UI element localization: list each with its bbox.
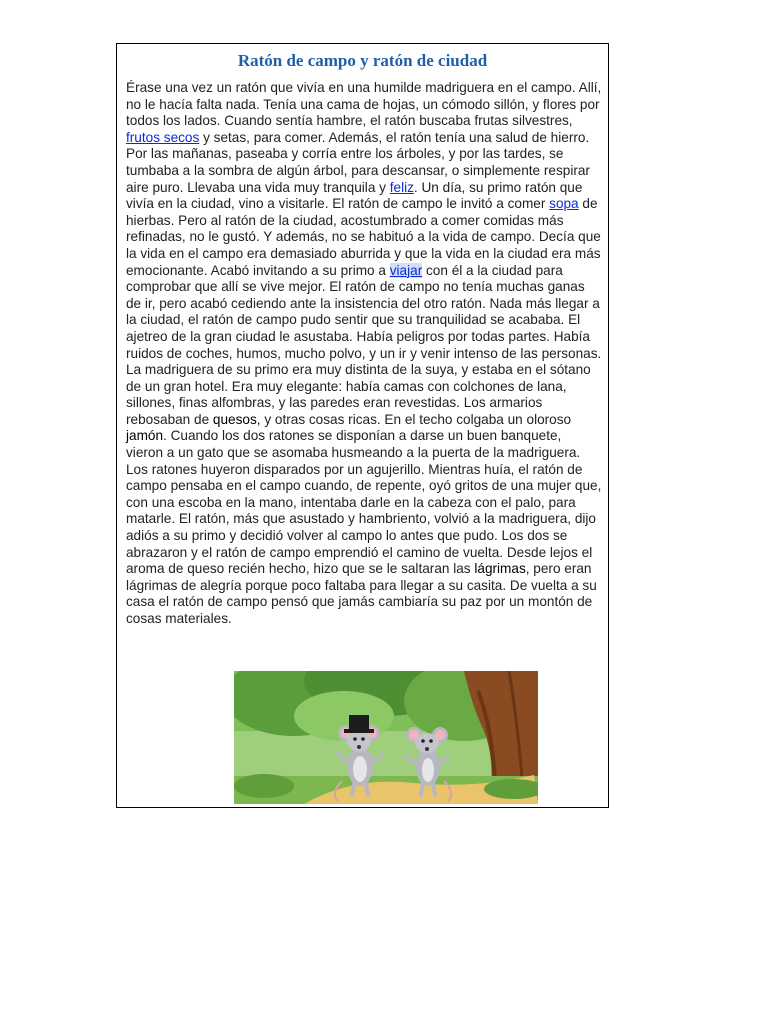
story-text: . Cuando los dos ratones se disponían a darse un buen banquete, vieron a un gato que se asomaba husmeando a la puerta de la madriguera. Los ratones huyeron disparados por un agujerillo. Mientras huía, el ratón de campo pensaba en el campo cuando, de repente, oyó gritos de una mujer que, con una escoba en la mano, intentaba darle en la cabeza con el palo, para matarle. El ratón, más que asustado y hambriento, volvió a la madriguera, dijo adiós a su primo y decidió volver al campo lo antes que pudo. Los dos se abrazaron y el ratón de campo emprendió el camino de vuelta. Desde lejos el aroma de queso recién hecho, hizo que se le saltaran las — [126, 428, 602, 577]
story-body — [126, 80, 602, 628]
story-text: , pero eran lágrimas de alegría porque poco faltaba para llegar a su casita. De vuelta a su casa el ratón de campo pensó que jamás cambiaría su paz por un montón de cosas materiales. — [126, 561, 597, 626]
story-text: de hierbas. Pero al ratón de la ciudad, acostumbrado a comer comidas más refinadas, no le gustó. Y además, no se habituó a la vida de campo. Decía que la vida en el campo era demasiado aburrida y que la vida en la ciudad era más emocionante. Acabó invitando a su primo a — [126, 196, 601, 278]
keyword-jamon: jamón — [126, 428, 164, 444]
story-text: Érase una vez un ratón que vivía en una humilde madriguera en el campo. Allí, no le hacía falta nada. Tenía una cama de hojas, un cómodo sillón, y flores por todos los lados. Cuando sentía hambre, el ratón buscaba frutas silvestres, — [126, 80, 602, 129]
story-text: . Un día, su primo ratón que vivía en la ciudad, vino a visitarle. El ratón de campo le invitó a comer — [126, 179, 583, 212]
story-text: , y otras cosas ricas. En el techo colgaba un oloroso — [256, 411, 572, 427]
keyword-quesos: quesos — [212, 411, 257, 427]
document-page — [116, 43, 609, 808]
link-feliz[interactable]: feliz — [389, 179, 414, 195]
link-viajar[interactable]: viajar — [389, 262, 423, 278]
keyword-lagrimas: lágrimas — [474, 561, 526, 577]
link-frutos-secos[interactable]: frutos secos — [126, 129, 200, 145]
story-text: con él a la ciudad para comprobar que allí se vive mejor. El ratón de campo no tenía muchas ganas de ir, pero acabó cediendo ante la insistencia del otro ratón. Nada más llegar a la ciudad, el ratón de campo pudo sentir que su tranquilidad se acababa. El ajetreo de la gran ciudad le asustaba. Había peligros por todas partes. Había ruidos de coches, humos, mucho polvo, y un ir y venir intenso de las personas. La madriguera de su primo era muy distinta de la suya, y estaba en el sótano de un gran hotel. Era muy elegante: había camas con colchones de lana, sillones, finas alfombras, y las paredes eran revestidas. Los armarios rebosaban de — [126, 262, 602, 427]
story-text: y setas, para comer. Además, el ratón tenía una salud de hierro. Por las mañanas, paseaba y corría entre los árboles, y por las tardes, se tumbaba a la sombra de algún árbol, para descansar, o simplemente respirar aire puro. Llevaba una vida muy tranquila y — [126, 129, 590, 195]
link-sopa[interactable]: sopa — [549, 196, 579, 212]
mice-illustration-icon — [234, 671, 538, 804]
story-title: Ratón de campo y ratón de ciudad — [237, 51, 488, 70]
